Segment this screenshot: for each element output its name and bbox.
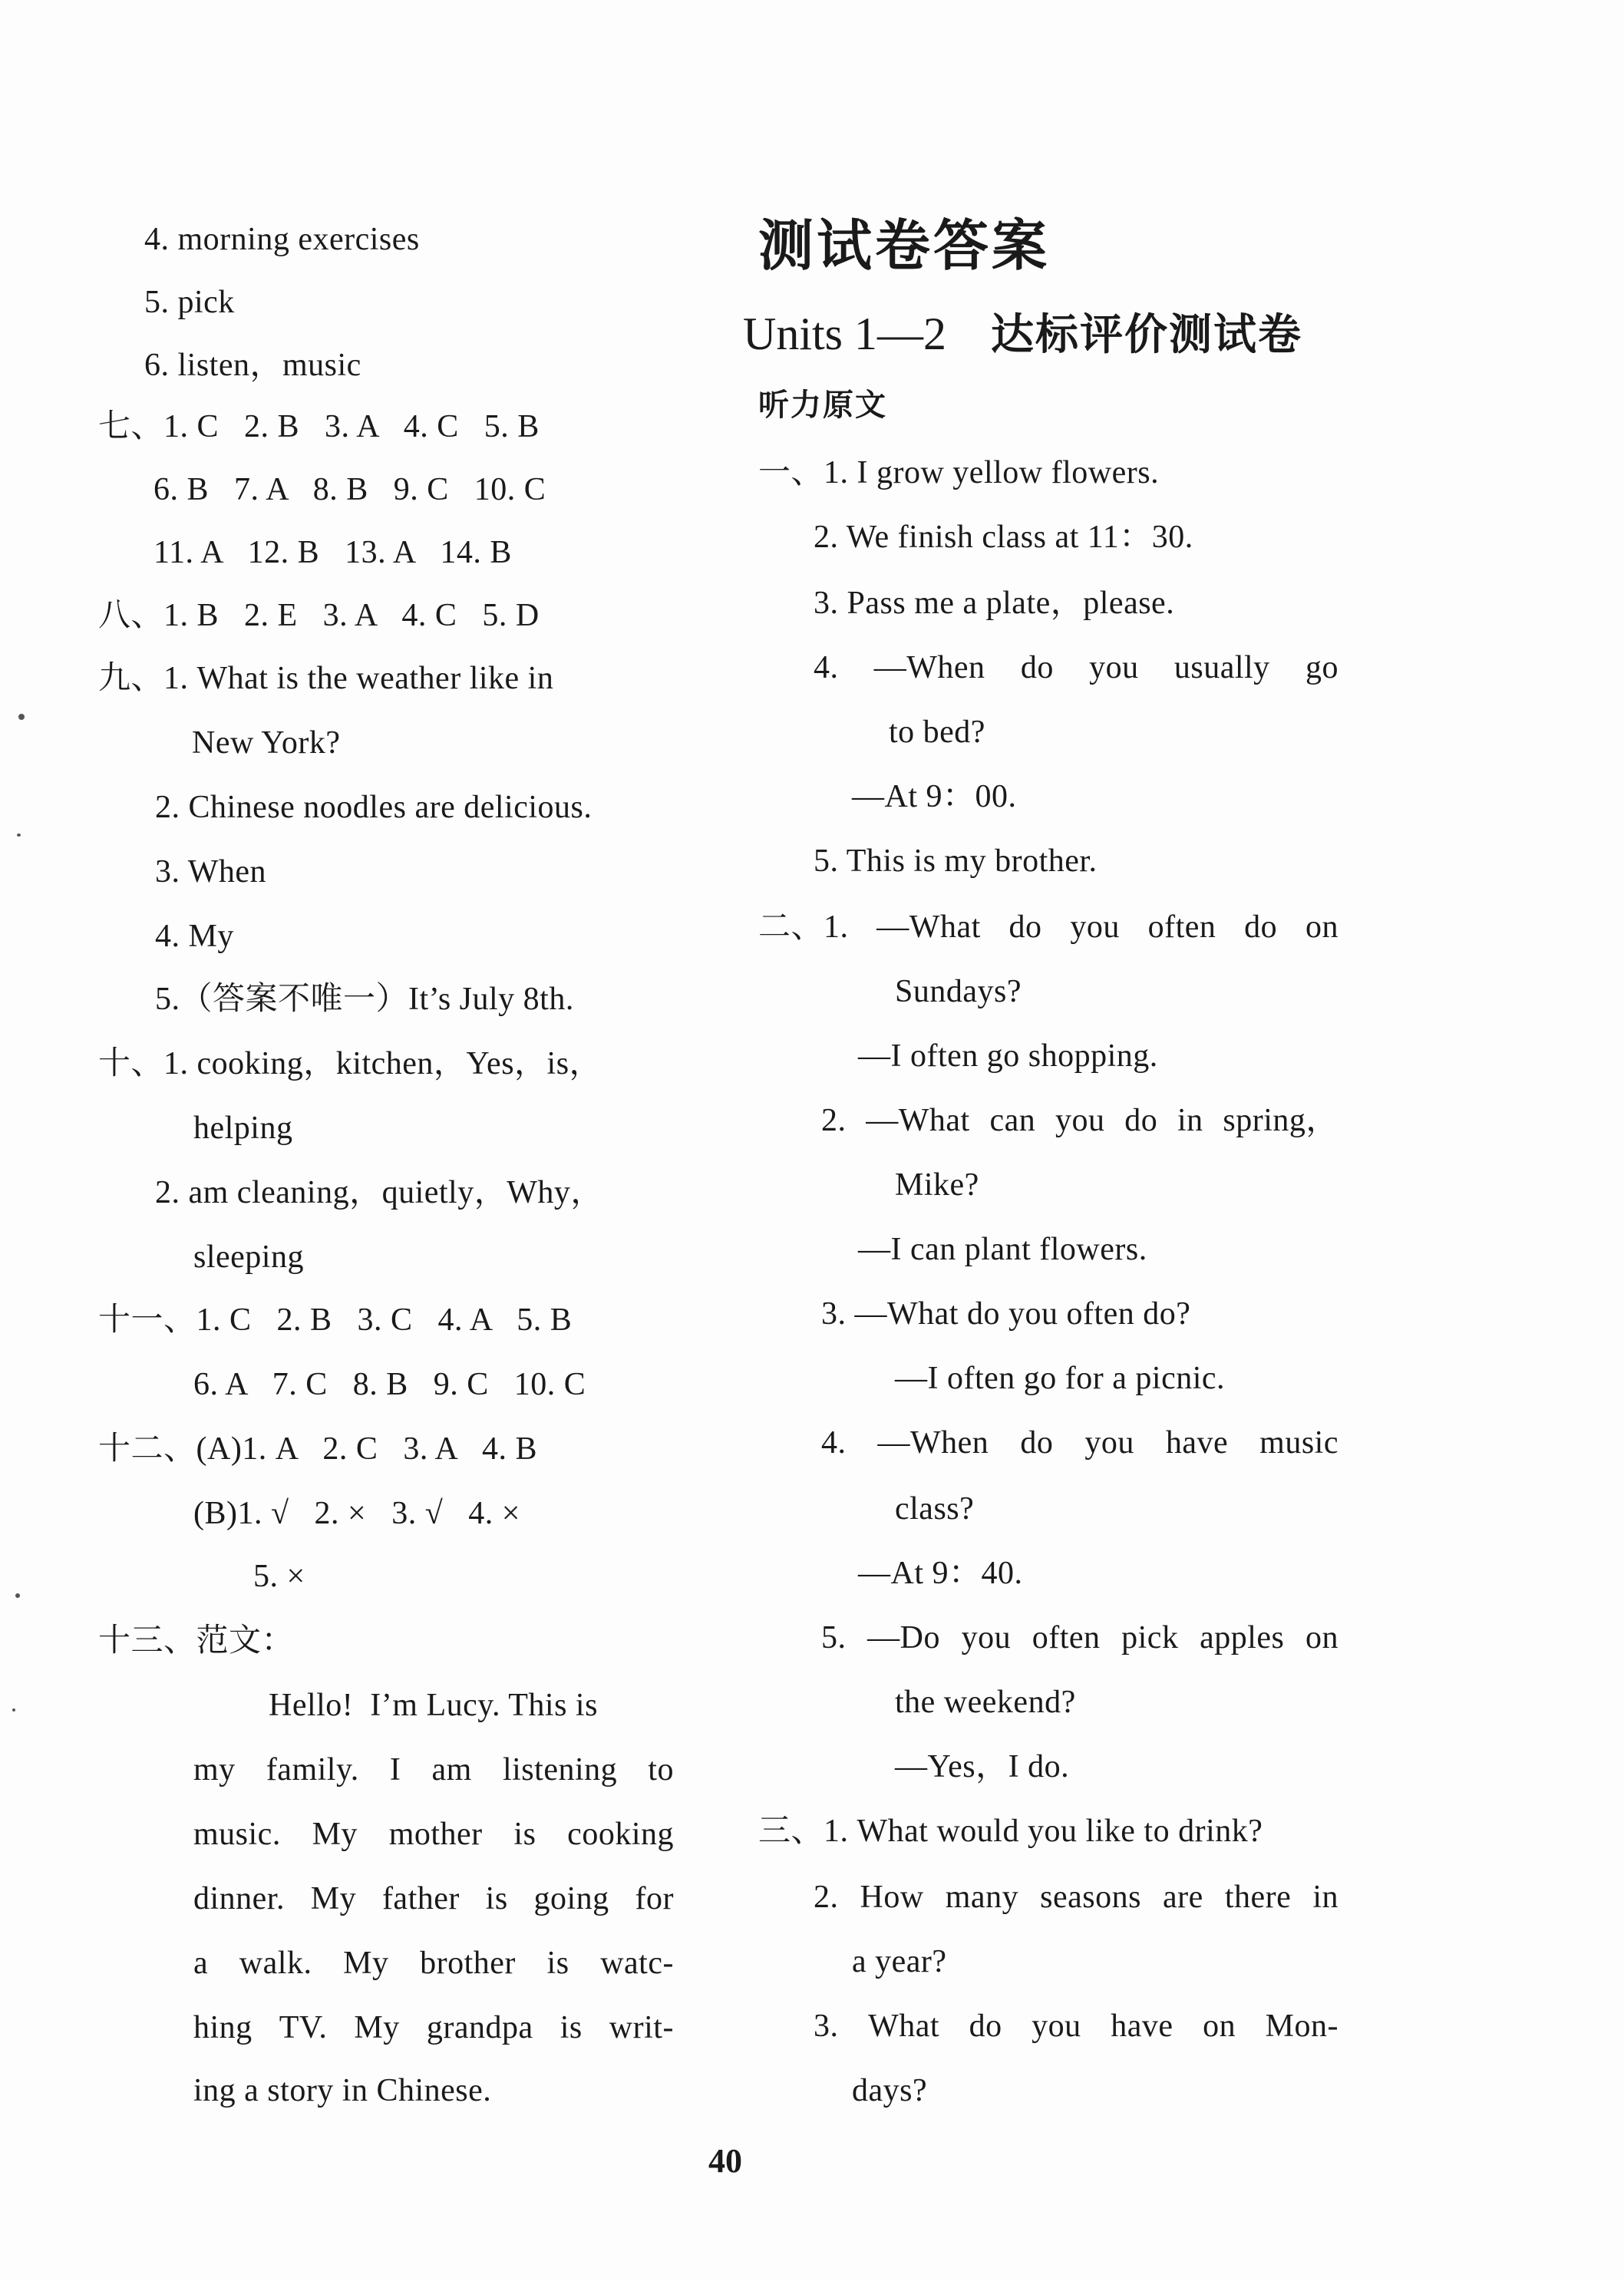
answer-line: 十、1. cooking，kitchen，Yes，is， xyxy=(98,1046,602,1081)
script-line: 二、1. —What do you often do on xyxy=(758,909,1338,945)
test-title: 达标评价测试卷 xyxy=(991,310,1303,360)
answer-line: 2. Chinese noodles are delicious. xyxy=(155,790,592,825)
essay-line: Hello! I’m Lucy. This is xyxy=(269,1688,598,1723)
essay-line: a walk. My brother is watc- xyxy=(193,1946,674,1981)
answer-line: 八、1. B 2. E 3. A 4. C 5. D xyxy=(98,598,540,633)
answer-line: 5. × xyxy=(253,1559,305,1594)
listening-script-label: 听力原文 xyxy=(758,388,887,423)
answer-line: 七、1. C 2. B 3. A 4. C 5. B xyxy=(98,409,540,444)
page-number: 40 xyxy=(708,2142,742,2180)
script-line: —I can plant flowers. xyxy=(858,1232,1147,1267)
script-line: 三、1. What would you like to drink? xyxy=(758,1814,1263,1849)
script-line: 4. —When do you usually go xyxy=(814,650,1338,685)
script-line: —I often go for a picnic. xyxy=(895,1361,1226,1396)
script-line: 2. —What can you do in spring， xyxy=(821,1103,1338,1138)
section-title xyxy=(743,303,1302,366)
script-line: Sundays? xyxy=(895,974,1022,1009)
answer-line: 十三、范文： xyxy=(98,1623,295,1659)
answer-line: 4. morning exercises xyxy=(144,222,420,257)
script-line: to bed? xyxy=(889,715,985,750)
script-line: —I often go shopping. xyxy=(858,1038,1158,1074)
answer-line: (B)1. √ 2. × 3. √ 4. × xyxy=(193,1496,520,1531)
units-label: Units 1—2 xyxy=(743,309,947,359)
answer-line: sleeping xyxy=(193,1240,304,1275)
answer-line: 3. When xyxy=(155,854,267,890)
page-title: 测试卷答案 xyxy=(758,213,1051,278)
scan-speck xyxy=(18,714,25,720)
scan-speck xyxy=(17,834,21,837)
answer-line: 十一、1. C 2. B 3. C 4. A 5. B xyxy=(98,1302,573,1338)
essay-line: ing a story in Chinese. xyxy=(193,2073,492,2108)
script-line: 3. Pass me a plate，please. xyxy=(814,586,1175,621)
answer-line: 2. am cleaning，quietly，Why， xyxy=(155,1175,603,1210)
script-line: class? xyxy=(895,1491,975,1527)
script-line: 3. What do you have on Mon- xyxy=(814,2009,1338,2044)
script-line: 2. We finish class at 11：30. xyxy=(814,520,1193,555)
script-line: 5. This is my brother. xyxy=(814,843,1098,879)
essay-line: my family. I am listening to xyxy=(193,1752,674,1787)
script-line: days? xyxy=(852,2073,928,2108)
script-line: 一、1. I grow yellow flowers. xyxy=(758,455,1160,490)
script-line: 4. —When do you have music xyxy=(821,1425,1338,1461)
script-line: the weekend? xyxy=(895,1685,1076,1720)
answer-line: 6. listen，music xyxy=(144,348,361,383)
scan-speck xyxy=(12,1708,15,1712)
answer-line: 5.（答案不唯一）It’s July 8th. xyxy=(155,982,574,1017)
script-line: a year? xyxy=(852,1944,947,1979)
script-line: 2. How many seasons are there in xyxy=(814,1880,1338,1915)
scan-speck xyxy=(15,1593,20,1598)
essay-line: music. My mother is cooking xyxy=(193,1817,674,1852)
script-line: —Yes，I do. xyxy=(895,1749,1070,1784)
answer-line: 11. A 12. B 13. A 14. B xyxy=(153,535,512,570)
answer-line: New York? xyxy=(192,725,341,761)
answer-line: 6. A 7. C 8. B 9. C 10. C xyxy=(193,1367,586,1402)
answer-line: 十二、(A)1. A 2. C 3. A 4. B xyxy=(98,1431,538,1467)
answer-line: 九、1. What is the weather like in xyxy=(98,661,554,696)
script-line: 3. —What do you often do? xyxy=(821,1296,1191,1332)
answer-line: 5. pick xyxy=(144,285,235,320)
script-line: —At 9：40. xyxy=(858,1556,1023,1591)
essay-line: dinner. My father is going for xyxy=(193,1881,674,1916)
answer-line: helping xyxy=(193,1111,293,1146)
script-line: Mike? xyxy=(895,1167,979,1203)
answer-line: 4. My xyxy=(155,919,234,954)
script-line: —At 9：00. xyxy=(852,779,1017,814)
essay-line: hing TV. My grandpa is writ- xyxy=(193,2010,674,2045)
answer-line: 6. B 7. A 8. B 9. C 10. C xyxy=(153,472,546,507)
script-line: 5. —Do you often pick apples on xyxy=(821,1620,1338,1655)
